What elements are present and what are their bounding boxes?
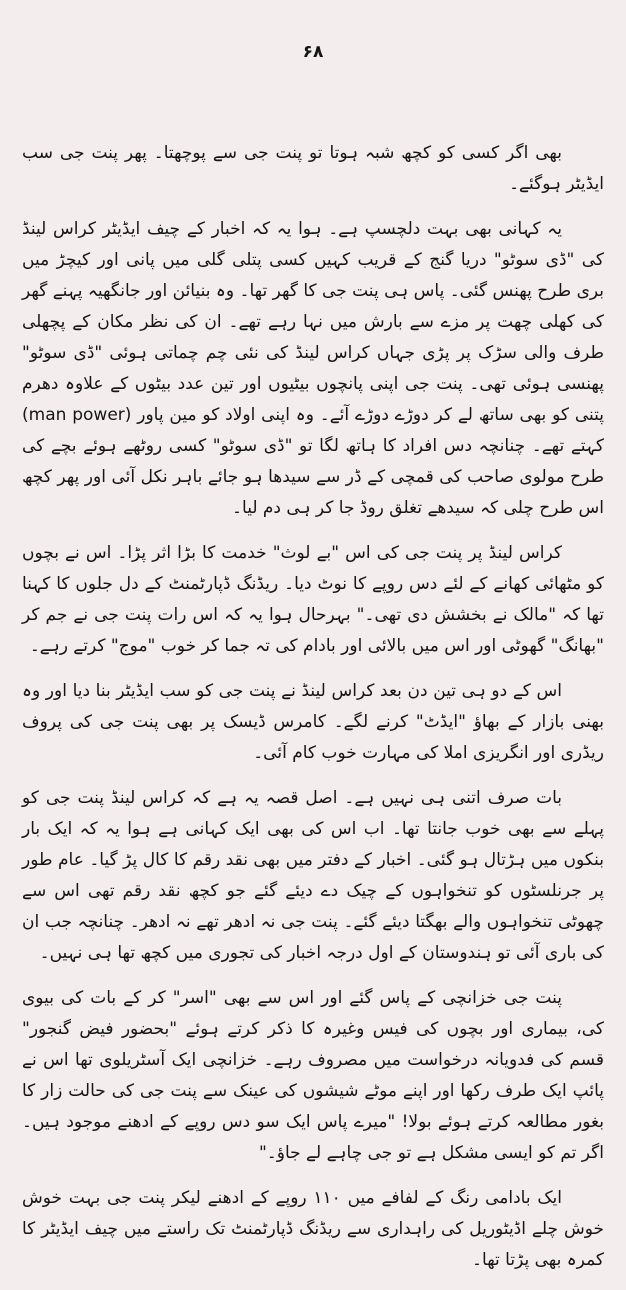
paragraph: پنت جی خزانچی کے پاس گئے اور اس سے بھی "اسر" کر کے بات کی بیوی کی، بیماری اور بچوں کی فیس وغیرہ کا ذکر کرتے ہوئے "بحضور فیض گنجور" قسم کی فدویانہ درخواست میں مصروف رہے۔ خزانچی ایک آسٹریلوی تھا اس نے پائپ ایک طرف رکھا اور اپنے موٹے شیشوں کی عینک سے پنت جی کی حالت زار کا بغور مطالعہ کرتے ہوئے بولا! "میرے پاس ایک سو دس روپے کے ادھنے موجود ہیں۔ اگر تم کو ایسی مشکل ہے تو جی چاہے لے جاؤ۔" <box>22 988 604 1163</box>
paragraph: کراس لینڈ پر پنت جی کی اس "بے لوث" خدمت کا بڑا اثر پڑا۔ اس نے بچوں کو مٹھائی کھانے کے لئے دس روپے کا نوٹ دیا۔ ریڈنگ ڈپارٹمنٹ کے دل جلوں کا کہنا تھا کہ "مالک نے بخشش دی تھی۔" بہرحال ہوا یہ کہ اس رات پنت جی نے جم کر "بھانگ" گھوٹی اور اس میں بالائی اور بادام کی تہ جما کر خوب "موج" کرتے رہے۔ <box>22 543 604 656</box>
paragraph: ایک بادامی رنگ کے لفافے میں ۱۱۰ روپے کے ادھنے لیکر پنت جی بہت خوش خوش چلے اڈیٹوریل کی راہداری سے ریڈنگ ڈپارٹمنٹ تک راستے میں چیف ایڈیٹر کا کمرہ بھی پڑتا تھا۔ <box>22 1188 604 1270</box>
paragraph: یہ کہانی بھی بہت دلچسپ ہے۔ ہوا یہ کہ اخبار کے چیف ایڈیٹر کراس لینڈ کی "ڈی سوٹو" دریا گنج کے قریب کہیں کسی پتلی گلی میں پانی اور کیچڑ میں بری طرح پھنس گئی۔ پاس ہی پنت جی کا گھر تھا۔ وہ بنیائن اور جانگھیہ پہنے گھر کی کھلی چھت پر مزے سے بارش میں نہا رہے تھے۔ ان کی نظر مکان کے پچھلی طرف والی سڑک پر پڑی جہاں کراس لینڈ کی نئی چم چماتی ہوئی "ڈی سوٹو" پھنسی ہوئی تھی۔ پنت جی اپنی پانچوں بیٹیوں اور تین عدد بیٹوں کے علاوہ دھرم پتنی کو بھی ساتھ لے کر دوڑے دوڑے آئے۔ وہ اپنی اولاد کو مین پاور (man power) کہتے تھے۔ چنانچہ دس افراد کا ہاتھ لگا تو "ڈی سوٹو" کسی روٹھے ہوئے بچے کی طرح مولوی صاحب کی قمچی کے ڈر سے سیدھا ہو جائے باہر نکل آئی اور پھر کچھ اس طرح چلی کہ سیدھے تغلق روڈ جا کر ہی دم لیا۔ <box>22 219 604 518</box>
paragraph: اس کے دو ہی تین دن بعد کراس لینڈ نے پنت جی کو سب ایڈیٹر بنا دیا اور وہ بھنی بازار کے بھاؤ "ایڈٹ" کرنے لگے۔ کامرس ڈیسک پر بھی پنت جی کی پروف ریڈری اور انگریزی املا کی مہارت خوب کام آئی۔ <box>22 681 604 763</box>
paragraph: بھی اگر کسی کو کچھ شبہ ہوتا تو پنت جی سے پوچھتا۔ پھر پنت جی سب ایڈیٹر ہوگئے۔ <box>22 143 604 194</box>
page-number: ۶۸ <box>302 42 324 62</box>
body-text <box>22 138 604 1290</box>
paragraph: بات صرف اتنی ہی نہیں ہے۔ اصل قصہ یہ ہے کہ کراس لینڈ پنت جی کو پہلے سے بھی خوب جانتا تھا۔ اب اس کی بھی ایک کہانی ہے ہوا یہ کہ ایک بار بنکوں میں ہڑتال ہو گئی۔ اخبار کے دفتر میں بھی نقد رقم کا کال پڑ گیا۔ عام طور پر جرنلسٹوں کو تنخواہوں کے چیک دے دیئے گئے جو کچھ نقد رقم تھی اس سے چھوٹی تنخواہوں والے بھگتا دیئے گئے۔ پنت جی نہ ادھر تھے نہ ادھر۔ چنانچہ جب ان کی باری آئی تو ہندوستان کے اول درجہ اخبار کی تجوری میں کچھ تھا ہی نہیں۔ <box>22 788 604 963</box>
